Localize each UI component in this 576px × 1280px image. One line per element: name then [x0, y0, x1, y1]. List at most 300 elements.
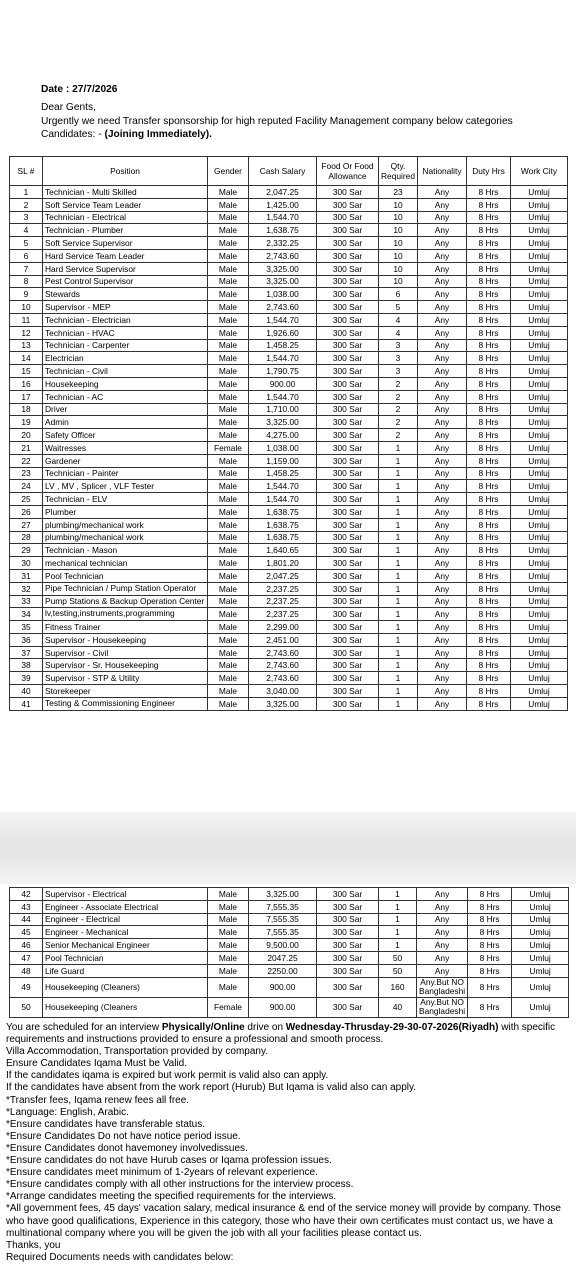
cell-sl: 18 — [10, 403, 43, 416]
cell-qty: 50 — [379, 964, 417, 977]
cell-sl: 3 — [10, 211, 43, 224]
cell-gender: Male — [208, 480, 249, 493]
cell-food: 300 Sar — [317, 352, 379, 365]
interview-notes — [6, 1022, 572, 1264]
cell-food: 300 Sar — [317, 224, 379, 237]
cell-qty: 10 — [379, 224, 418, 237]
cell-position: Technician - Electrician — [43, 313, 208, 326]
cell-work-city: Umluj — [510, 429, 567, 442]
cell-qty: 1 — [379, 454, 418, 467]
cell-work-city: Umluj — [510, 301, 567, 314]
cell-food: 300 Sar — [317, 429, 379, 442]
cell-sl: 19 — [10, 416, 43, 429]
cell-nationality: Any — [417, 441, 466, 454]
table-row — [10, 211, 568, 224]
cell-qty: 1 — [379, 518, 418, 531]
cell-sl: 22 — [10, 454, 43, 467]
cell-food: 300 Sar — [317, 557, 379, 570]
cell-cash-salary: 1,458.25 — [249, 339, 317, 352]
cell-gender: Male — [208, 186, 249, 199]
cell-gender: Male — [208, 429, 249, 442]
cell-gender: Male — [208, 977, 249, 997]
table-row — [10, 900, 569, 913]
cell-cash-salary: 2,332.25 — [249, 237, 317, 250]
table-row — [10, 288, 568, 301]
cell-sl: 32 — [10, 582, 43, 595]
cell-position: Pump Stations & Backup Operation Center — [43, 595, 208, 608]
cell-work-city: Umluj — [510, 608, 567, 621]
positions-table — [9, 156, 568, 711]
table-row — [10, 697, 568, 710]
table-row — [10, 939, 569, 952]
table-row — [10, 429, 568, 442]
header-cash-salary: Cash Salary — [249, 157, 317, 186]
note-line: *Ensure candidates comply with all other instructions for the interview process. — [6, 1179, 354, 1191]
cell-sl: 11 — [10, 313, 43, 326]
cell-gender: Male — [208, 275, 249, 288]
cell-food: 300 Sar — [317, 621, 379, 634]
cell-work-city: Umluj — [510, 198, 567, 211]
cell-nationality: Any — [417, 288, 466, 301]
cell-duty-hrs: 8 Hrs — [466, 198, 510, 211]
cell-cash-salary: 1,638.75 — [249, 518, 317, 531]
cell-sl: 43 — [10, 900, 43, 913]
cell-qty: 1 — [379, 569, 418, 582]
cell-duty-hrs: 8 Hrs — [466, 697, 510, 710]
cell-food: 300 Sar — [317, 685, 379, 698]
cell-position: Supervisor - Housekeeping — [43, 633, 208, 646]
cell-work-city: Umluj — [510, 365, 567, 378]
cell-qty: 2 — [379, 429, 418, 442]
cell-gender: Male — [208, 964, 249, 977]
cell-duty-hrs: 8 Hrs — [468, 926, 512, 939]
cell-position: Engineer - Associate Electrical — [43, 900, 208, 913]
cell-qty: 3 — [379, 365, 418, 378]
cell-position: lv,testing,instruments,programming — [43, 608, 208, 621]
cell-nationality: Any — [417, 951, 468, 964]
cell-food: 300 Sar — [317, 480, 379, 493]
cell-qty: 1 — [379, 913, 417, 926]
cell-nationality: Any — [417, 326, 466, 339]
cell-position: Hard Service Supervisor — [43, 262, 208, 275]
table-row — [10, 913, 569, 926]
cell-position: Engineer - Mechanical — [43, 926, 208, 939]
header-duty-hrs: Duty Hrs — [466, 157, 510, 186]
cell-food: 300 Sar — [317, 544, 379, 557]
cell-nationality: Any — [417, 621, 466, 634]
cell-nationality: Any — [417, 544, 466, 557]
cell-nationality: Any — [417, 900, 468, 913]
table-row — [10, 646, 568, 659]
cell-sl: 28 — [10, 531, 43, 544]
cell-position: Housekeeping (Cleaners — [43, 997, 208, 1017]
cell-sl: 50 — [10, 997, 43, 1017]
cell-duty-hrs: 8 Hrs — [468, 888, 512, 901]
note-line: Required Documents needs with candidates below: — [6, 1251, 234, 1263]
cell-qty: 1 — [379, 633, 418, 646]
cell-cash-salary: 2,299.00 — [249, 621, 317, 634]
cell-qty: 4 — [379, 313, 418, 326]
cell-nationality: Any — [417, 518, 466, 531]
cell-duty-hrs: 8 Hrs — [468, 964, 512, 977]
note-line: *Transfer fees, Iqama renew fees all free. — [6, 1094, 190, 1106]
cell-work-city: Umluj — [510, 595, 567, 608]
cell-duty-hrs: 8 Hrs — [466, 275, 510, 288]
cell-food: 300 Sar — [317, 493, 379, 506]
cell-qty: 10 — [379, 249, 418, 262]
cell-sl: 1 — [10, 186, 43, 199]
cell-position: Supervisor - Sr. Housekeeping — [43, 659, 208, 672]
cell-work-city: Umluj — [510, 288, 567, 301]
cell-cash-salary: 3,325.00 — [249, 416, 317, 429]
cell-sl: 20 — [10, 429, 43, 442]
table-row — [10, 621, 568, 634]
cell-food: 300 Sar — [317, 403, 379, 416]
cell-nationality: Any — [417, 939, 468, 952]
cell-qty: 1 — [379, 595, 418, 608]
cell-duty-hrs: 8 Hrs — [466, 288, 510, 301]
cell-food: 300 Sar — [317, 582, 379, 595]
cell-sl: 30 — [10, 557, 43, 570]
table-row — [10, 390, 568, 403]
cell-work-city: Umluj — [510, 237, 567, 250]
cell-cash-salary: 4,275.00 — [249, 429, 317, 442]
header-sl: SL # — [10, 157, 43, 186]
cell-position: Driver — [43, 403, 208, 416]
cell-position: Senior Mechanical Engineer — [43, 939, 208, 952]
cell-position: Plumber — [43, 505, 208, 518]
table-row — [10, 454, 568, 467]
cell-nationality: Any — [417, 429, 466, 442]
table-row — [10, 951, 569, 964]
note-line: Villa Accommodation, Transportation provided by company. — [6, 1046, 268, 1058]
cell-nationality: Any — [417, 505, 466, 518]
cell-work-city: Umluj — [510, 377, 567, 390]
cell-gender: Male — [208, 198, 249, 211]
cell-gender: Male — [208, 557, 249, 570]
cell-work-city: Umluj — [510, 697, 567, 710]
cell-position: Supervisor - Civil — [43, 646, 208, 659]
cell-sl: 8 — [10, 275, 43, 288]
cell-food: 300 Sar — [317, 900, 379, 913]
cell-nationality: Any — [417, 926, 468, 939]
cell-position: LV , MV , Splicer , VLF Tester — [43, 480, 208, 493]
cell-work-city: Umluj — [510, 621, 567, 634]
cell-sl: 35 — [10, 621, 43, 634]
cell-work-city: Umluj — [510, 531, 567, 544]
header-position: Position — [43, 157, 208, 186]
cell-food: 300 Sar — [317, 365, 379, 378]
cell-food: 300 Sar — [317, 454, 379, 467]
cell-nationality: Any — [417, 493, 466, 506]
cell-position: Technician - Carpenter — [43, 339, 208, 352]
cell-position: Technician - Painter — [43, 467, 208, 480]
cell-position: Electrician — [43, 352, 208, 365]
cell-qty: 4 — [379, 326, 418, 339]
cell-gender: Male — [208, 518, 249, 531]
cell-qty: 10 — [379, 198, 418, 211]
cell-position: Testing & Commissioning Engineer — [43, 697, 208, 710]
cell-qty: 1 — [379, 672, 418, 685]
cell-gender: Male — [208, 416, 249, 429]
cell-work-city: Umluj — [510, 224, 567, 237]
cell-cash-salary: 3,040.00 — [249, 685, 317, 698]
cell-sl: 34 — [10, 608, 43, 621]
table-row — [10, 659, 568, 672]
cell-food: 300 Sar — [317, 211, 379, 224]
cell-nationality: Any — [417, 480, 466, 493]
cell-position: plumbing/mechanical work — [43, 518, 208, 531]
cell-cash-salary: 1,544.70 — [249, 352, 317, 365]
cell-qty: 1 — [379, 888, 417, 901]
table-header-row — [10, 157, 568, 186]
header-nationality: Nationality — [417, 157, 466, 186]
cell-cash-salary: 1,159.00 — [249, 454, 317, 467]
cell-nationality: Any.But NO Bangladeshi — [417, 997, 468, 1017]
cell-sl: 15 — [10, 365, 43, 378]
cell-gender: Male — [208, 493, 249, 506]
letter-line-1: Urgently we need Transfer sponsorship for high reputed Facility Management company below categories — [41, 116, 513, 127]
cell-duty-hrs: 8 Hrs — [466, 429, 510, 442]
cell-position: Technician - AC — [43, 390, 208, 403]
cell-sl: 12 — [10, 326, 43, 339]
cell-gender: Female — [208, 441, 249, 454]
cell-sl: 21 — [10, 441, 43, 454]
cell-duty-hrs: 8 Hrs — [468, 951, 512, 964]
cell-qty: 1 — [379, 608, 418, 621]
cell-gender: Male — [208, 301, 249, 314]
cell-sl: 27 — [10, 518, 43, 531]
table-row — [10, 186, 568, 199]
cell-work-city: Umluj — [510, 262, 567, 275]
cell-work-city: Umluj — [510, 633, 567, 646]
cell-gender: Male — [208, 326, 249, 339]
cell-sl: 44 — [10, 913, 43, 926]
cell-position: Technician - Plumber — [43, 224, 208, 237]
cell-work-city: Umluj — [510, 480, 567, 493]
cell-gender: Male — [208, 646, 249, 659]
cell-nationality: Any — [417, 352, 466, 365]
cell-position: Supervisor - STP & Utility — [43, 672, 208, 685]
cell-sl: 2 — [10, 198, 43, 211]
cell-qty: 1 — [379, 480, 418, 493]
cell-nationality: Any — [417, 198, 466, 211]
cell-gender: Male — [208, 390, 249, 403]
note-line: *Language: English, Arabic. — [6, 1106, 129, 1118]
cell-duty-hrs: 8 Hrs — [466, 608, 510, 621]
cell-cash-salary: 1,926.60 — [249, 326, 317, 339]
table-row — [10, 582, 568, 595]
cell-cash-salary: 3,325.00 — [249, 888, 317, 901]
cell-sl: 42 — [10, 888, 43, 901]
cell-cash-salary: 1,801.20 — [249, 557, 317, 570]
cell-cash-salary: 1,640.65 — [249, 544, 317, 557]
cell-duty-hrs: 8 Hrs — [468, 997, 512, 1017]
cell-gender: Male — [208, 505, 249, 518]
cell-food: 300 Sar — [317, 249, 379, 262]
cell-qty: 2 — [379, 403, 418, 416]
cell-qty: 1 — [379, 467, 418, 480]
cell-duty-hrs: 8 Hrs — [466, 595, 510, 608]
cell-gender: Male — [208, 403, 249, 416]
cell-nationality: Any — [417, 557, 466, 570]
cell-gender: Male — [208, 926, 249, 939]
letter-line-2: Candidates: - (Joining Immediately). — [41, 129, 212, 140]
cell-duty-hrs: 8 Hrs — [466, 416, 510, 429]
cell-sl: 26 — [10, 505, 43, 518]
cell-nationality: Any — [417, 685, 466, 698]
cell-gender: Male — [208, 352, 249, 365]
cell-food: 300 Sar — [317, 198, 379, 211]
cell-cash-salary: 1,638.75 — [249, 224, 317, 237]
cell-sl: 37 — [10, 646, 43, 659]
cell-food: 300 Sar — [317, 377, 379, 390]
table-row — [10, 505, 568, 518]
cell-qty: 1 — [379, 697, 418, 710]
cell-sl: 9 — [10, 288, 43, 301]
table-row — [10, 198, 568, 211]
cell-gender: Male — [208, 608, 249, 621]
note-line: *Ensure Candidates Do not have notice period issue. — [6, 1130, 241, 1142]
cell-nationality: Any — [417, 301, 466, 314]
cell-nationality: Any — [417, 608, 466, 621]
cell-qty: 50 — [379, 951, 417, 964]
cell-duty-hrs: 8 Hrs — [466, 505, 510, 518]
cell-position: Soft Service Team Leader — [43, 198, 208, 211]
cell-food: 300 Sar — [317, 390, 379, 403]
cell-position: Admin — [43, 416, 208, 429]
cell-duty-hrs: 8 Hrs — [466, 582, 510, 595]
cell-work-city: Umluj — [510, 493, 567, 506]
cell-duty-hrs: 8 Hrs — [466, 633, 510, 646]
cell-food: 300 Sar — [317, 672, 379, 685]
cell-gender: Male — [208, 467, 249, 480]
cell-sl: 24 — [10, 480, 43, 493]
cell-position: plumbing/mechanical work — [43, 531, 208, 544]
cell-qty: 1 — [379, 646, 418, 659]
cell-position: Housekeeping (Cleaners) — [43, 977, 208, 997]
cell-duty-hrs: 8 Hrs — [466, 301, 510, 314]
table-row — [10, 339, 568, 352]
cell-sl: 36 — [10, 633, 43, 646]
note-lines — [6, 1046, 572, 1264]
note-line: *Ensure candidates do not have Hurub cases or Iqama profession issues. — [6, 1155, 332, 1167]
table-row — [10, 518, 568, 531]
cell-nationality: Any — [417, 262, 466, 275]
cell-food: 300 Sar — [317, 531, 379, 544]
cell-duty-hrs: 8 Hrs — [466, 390, 510, 403]
cell-position: Storekeeper — [43, 685, 208, 698]
table-row — [10, 262, 568, 275]
cell-position: Engineer - Electrical — [43, 913, 208, 926]
cell-sl: 29 — [10, 544, 43, 557]
cell-position: Supervisor - Electrical — [43, 888, 208, 901]
table-row — [10, 403, 568, 416]
cell-duty-hrs: 8 Hrs — [466, 531, 510, 544]
table-row — [10, 480, 568, 493]
cell-cash-salary: 900.00 — [249, 977, 317, 997]
cell-gender: Male — [208, 697, 249, 710]
cell-gender: Male — [208, 621, 249, 634]
cell-duty-hrs: 8 Hrs — [466, 685, 510, 698]
cell-qty: 23 — [379, 186, 418, 199]
cell-food: 300 Sar — [317, 888, 379, 901]
cell-nationality: Any — [417, 964, 468, 977]
cell-work-city: Umluj — [510, 339, 567, 352]
cell-work-city: Umluj — [510, 659, 567, 672]
cell-sl: 6 — [10, 249, 43, 262]
cell-food: 300 Sar — [317, 595, 379, 608]
cell-food: 300 Sar — [317, 997, 379, 1017]
cell-cash-salary: 2,743.60 — [249, 301, 317, 314]
cell-position: Pool Technician — [43, 569, 208, 582]
cell-food: 300 Sar — [317, 633, 379, 646]
cell-work-city: Umluj — [510, 569, 567, 582]
cell-duty-hrs: 8 Hrs — [466, 339, 510, 352]
cell-food: 300 Sar — [317, 416, 379, 429]
cell-work-city: Umluj — [510, 275, 567, 288]
cell-nationality: Any.But NO Bangladeshi — [417, 977, 468, 997]
cell-food: 300 Sar — [317, 186, 379, 199]
cell-work-city: Umluj — [510, 467, 567, 480]
cell-gender: Male — [208, 237, 249, 250]
cell-food: 300 Sar — [317, 518, 379, 531]
cell-position: Pest Control Supervisor — [43, 275, 208, 288]
header-work-city: Work City — [510, 157, 567, 186]
table-row — [10, 275, 568, 288]
cell-food: 300 Sar — [317, 275, 379, 288]
cell-food: 300 Sar — [317, 441, 379, 454]
cell-duty-hrs: 8 Hrs — [466, 186, 510, 199]
note-line: *Arrange candidates meeting the specified requirements for the interviews. — [6, 1191, 337, 1203]
cell-qty: 40 — [379, 997, 417, 1017]
cell-cash-salary: 2,047.25 — [249, 186, 317, 199]
cell-duty-hrs: 8 Hrs — [468, 913, 512, 926]
cell-qty: 1 — [379, 900, 417, 913]
cell-position: Technician - Electrical — [43, 211, 208, 224]
cell-duty-hrs: 8 Hrs — [466, 493, 510, 506]
cell-duty-hrs: 8 Hrs — [466, 313, 510, 326]
cell-qty: 1 — [379, 685, 418, 698]
table-row — [10, 531, 568, 544]
cell-qty: 3 — [379, 339, 418, 352]
cell-duty-hrs: 8 Hrs — [466, 544, 510, 557]
cell-cash-salary: 2,743.60 — [249, 249, 317, 262]
cell-qty: 1 — [379, 493, 418, 506]
cell-sl: 46 — [10, 939, 43, 952]
cell-work-city: Umluj — [510, 557, 567, 570]
cell-gender: Male — [208, 224, 249, 237]
cell-cash-salary: 900.00 — [249, 997, 317, 1017]
cell-work-city: Umluj — [510, 441, 567, 454]
cell-sl: 49 — [10, 977, 43, 997]
cell-nationality: Any — [417, 454, 466, 467]
cell-duty-hrs: 8 Hrs — [466, 518, 510, 531]
cell-sl: 48 — [10, 964, 43, 977]
cell-position: Fitness Trainer — [43, 621, 208, 634]
cell-sl: 7 — [10, 262, 43, 275]
cell-cash-salary: 1,038.00 — [249, 441, 317, 454]
cell-cash-salary: 2,237.25 — [249, 608, 317, 621]
cell-position: Pool Technician — [43, 951, 208, 964]
cell-qty: 2 — [379, 416, 418, 429]
cell-position: Technician - Multi Skilled — [43, 186, 208, 199]
cell-cash-salary: 7,555.35 — [249, 926, 317, 939]
cell-work-city: Umluj — [512, 913, 569, 926]
table-row — [10, 608, 568, 621]
cell-duty-hrs: 8 Hrs — [466, 646, 510, 659]
cell-food: 300 Sar — [317, 926, 379, 939]
